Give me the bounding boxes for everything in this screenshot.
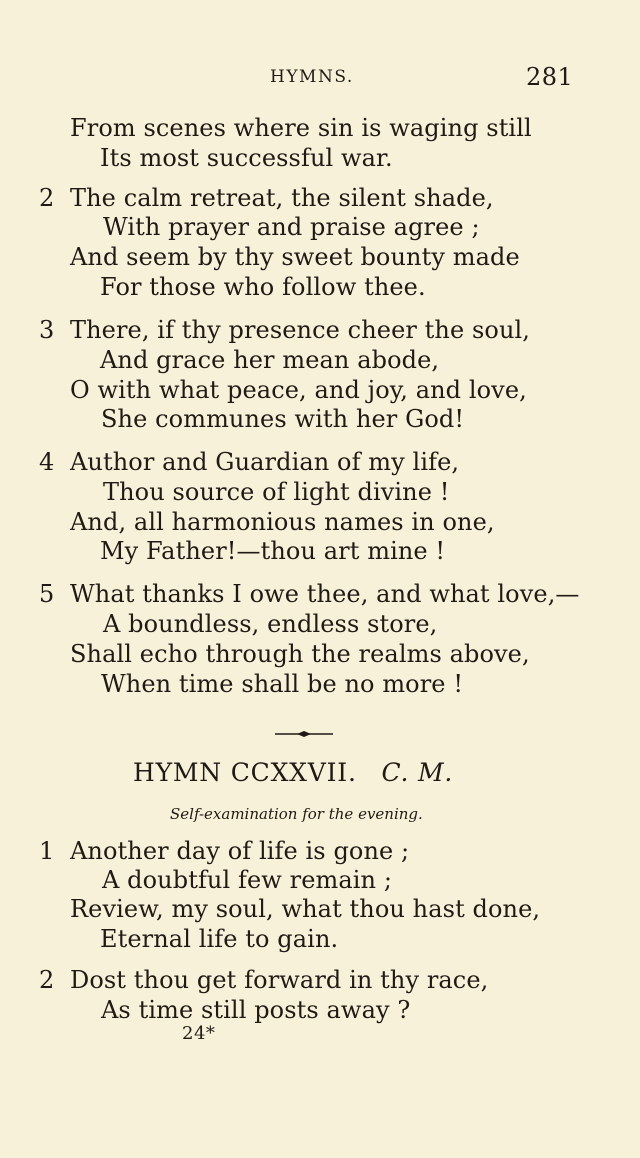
hymn-line: And seem by thy sweet bounty made [70, 243, 520, 271]
hymn-line: Dost thou get forward in thy race, [70, 966, 489, 994]
hymn-line: A doubtful few remain ; [102, 866, 393, 894]
hymn-line: O with what peace, and joy, and love, [70, 376, 527, 404]
running-head [0, 63, 640, 93]
hymn-line: A boundless, endless store, [103, 610, 438, 638]
stanza-number: 3 [39, 316, 55, 344]
hymn-number: HYMN CCXXVII. [133, 758, 357, 787]
hymn-line: My Father!—thou art mine ! [100, 537, 446, 565]
stanza-number: 1 [39, 837, 55, 865]
hymn-line: Review, my soul, what thou hast done, [70, 895, 541, 923]
hymn-line: And grace her mean abode, [100, 346, 440, 374]
stanza-number: 2 [39, 184, 55, 212]
hymn-line: With prayer and praise agree ; [103, 213, 480, 241]
stanza-number: 5 [39, 580, 55, 608]
hymn-line: From scenes where sin is waging still [70, 114, 532, 142]
hymn-line: For those who follow thee. [100, 273, 426, 301]
hymn-subtitle: Self-examination for the evening. [170, 805, 423, 823]
hymn-line: What thanks I owe thee, and what love,— [70, 580, 580, 608]
hymn-line: She communes with her God! [101, 405, 465, 433]
signature-mark: 24* [182, 1023, 216, 1044]
hymn-title [133, 758, 453, 787]
hymn-line: Shall echo through the realms above, [70, 640, 530, 668]
hymn-line: As time still posts away ? [101, 996, 411, 1024]
hymn-line: Its most successful war. [100, 144, 393, 172]
hymn-line: And, all harmonious names in one, [70, 508, 495, 536]
hymn-line: Thou source of light divine ! [103, 478, 450, 506]
hymn-line: Another day of life is gone ; [70, 837, 410, 865]
hymn-line: Eternal life to gain. [100, 925, 339, 953]
stanza-number: 4 [39, 448, 55, 476]
page-number: 281 [526, 63, 574, 91]
stanza-number: 2 [39, 966, 55, 994]
running-title: HYMNS. [270, 67, 354, 87]
hymn-line: Author and Guardian of my life, [70, 448, 460, 476]
section-divider-ornament [275, 730, 333, 738]
hymn-line: The calm retreat, the silent shade, [70, 184, 494, 212]
hymn-line: There, if thy presence cheer the soul, [70, 316, 531, 344]
hymn-meter: C. M. [381, 758, 454, 787]
hymn-line: When time shall be no more ! [101, 670, 464, 698]
